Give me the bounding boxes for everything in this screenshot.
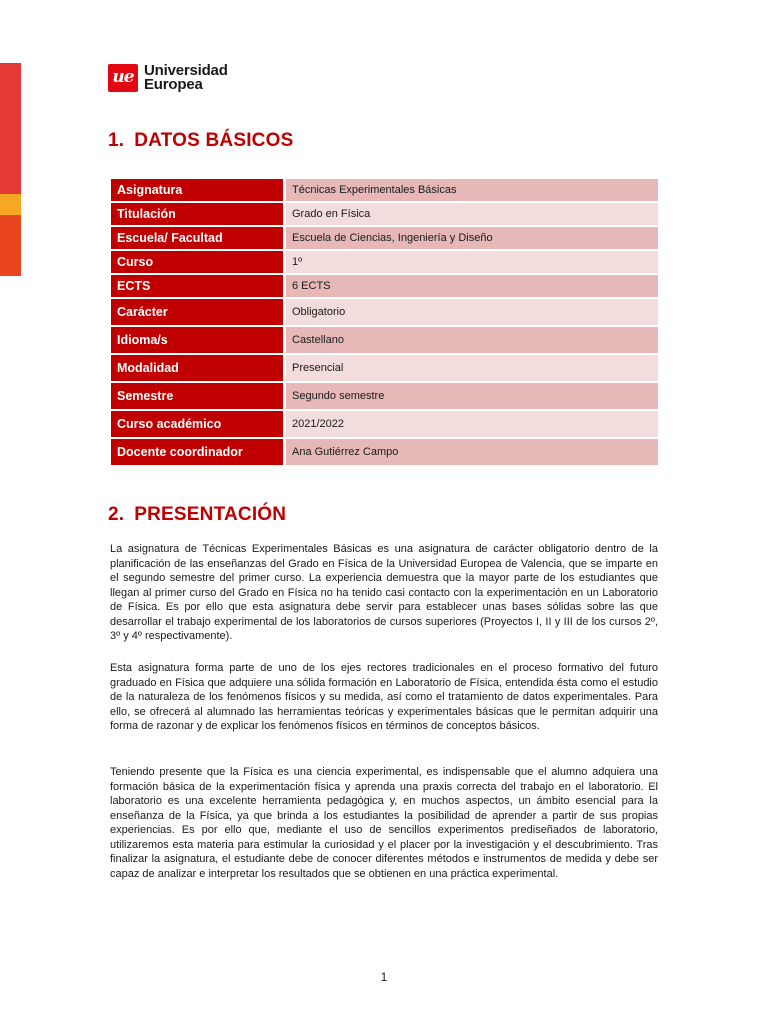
row-value: Presencial [286,355,658,381]
table-row [111,299,658,325]
row-label: Idioma/s [111,327,286,353]
section-title-text: PRESENTACIÓN [134,504,287,525]
row-value: Ana Gutiérrez Campo [286,439,658,465]
presentation-paragraph-2: Esta asignatura forma parte de uno de los ejes rectores tradicionales en el proceso formativo del futuro graduado en Física que adquiere una sólida formación en Laboratorio de Física, entendida ésta como el estudio de la naturaleza de los fenómenos físicos y su medida, así como el tratamiento de datos experimentales. Para ello, se ofrecerá al alumnado las herramientas teóricas y experimentales básicas que le permitan adquirir una forma de razonar y de explicar los fenómenos físicos en términos de conceptos básicos. [110,662,658,732]
accent-bar-orange [0,194,21,215]
row-value: Castellano [286,327,658,353]
table-row [111,203,658,225]
row-label: Escuela/ Facultad [111,227,286,249]
logo-text [144,64,228,92]
table-row [111,439,658,465]
section-title-text: DATOS BÁSICOS [134,130,294,151]
row-value: Obligatorio [286,299,658,325]
row-label: Curso académico [111,411,286,437]
row-label: Docente coordinador [111,439,286,465]
row-value: 6 ECTS [286,275,658,297]
table-row [111,327,658,353]
row-label: Modalidad [111,355,286,381]
logo-line-2: Europea [144,76,203,93]
section-title-presentacion [108,504,286,526]
row-value: Grado en Física [286,203,658,225]
accent-bar-red-lower [0,215,21,276]
table-row [111,227,658,249]
logo-mark-icon: ue [108,64,138,92]
accent-bar-red [0,63,21,194]
table-row [111,179,658,201]
row-label: Carácter [111,299,286,325]
presentation-paragraph-3: Teniendo presente que la Física es una ciencia experimental, es indispensable que el alumno adquiera una formación básica de la experimentación física y aprenda una praxis correcta del trabajo en el laboratorio. El laboratorio es una excelente herramienta pedagógica y, en muchos aspectos, un ámbito esencial para la enseñanza de la Física, ya que brinda a los estudiantes la posibilidad de aprender a partir de sus propias experiencias. Es por ello que, mediante el uso de sencillos experimentos prediseñados de laboratorio, utilizaremos esta materia para estimular la curiosidad y el placer por la investigación y el descubrimiento. Tras finalizar la asignatura, el estudiante debe de conocer diferentes métodos e instrumentos de medida y debe ser capaz de analizar e interpretar los resultados que se obtienen en una práctica experimental. [110,766,658,880]
section-number: 1. [108,130,125,151]
section-title-datos-basicos [108,130,293,152]
basic-data-table [111,177,658,467]
table-row [111,355,658,381]
row-label: Asignatura [111,179,286,201]
table-row [111,275,658,297]
row-value: Segundo semestre [286,383,658,409]
section-number: 2. [108,504,125,525]
row-label: Titulación [111,203,286,225]
row-value: 1º [286,251,658,273]
university-logo [108,63,228,93]
logo-line-1: Universidad [144,62,228,79]
row-value: 2021/2022 [286,411,658,437]
table-row [111,251,658,273]
table-row [111,411,658,437]
row-label: Semestre [111,383,286,409]
row-value: Técnicas Experimentales Básicas [286,179,658,201]
row-label: Curso [111,251,286,273]
table-row [111,383,658,409]
row-label: ECTS [111,275,286,297]
presentation-paragraph-1: La asignatura de Técnicas Experimentales Básicas es una asignatura de carácter obligatorio dentro de la planificación de las enseñanzas del Grado en Física de la Universidad Europea de Valencia, que se imparte en el segundo semestre del primer curso. La experiencia demuestra que la mayor parte de los estudiantes que llegan al primer curso del Grado en Física no ha tenido casi contacto con la experimentación en un Laboratorio de Física. Es por ello que esta asignatura debe servir para establecer unas bases sólidas sobre las que desarrollar el trabajo experimental de los laboratorios de cursos superiores (Proyectos I, II y III de los cursos 2º, 3º y 4º respectivamente). [110,543,658,642]
page-number: 1 [380,970,388,984]
row-value: Escuela de Ciencias, Ingeniería y Diseño [286,227,658,249]
